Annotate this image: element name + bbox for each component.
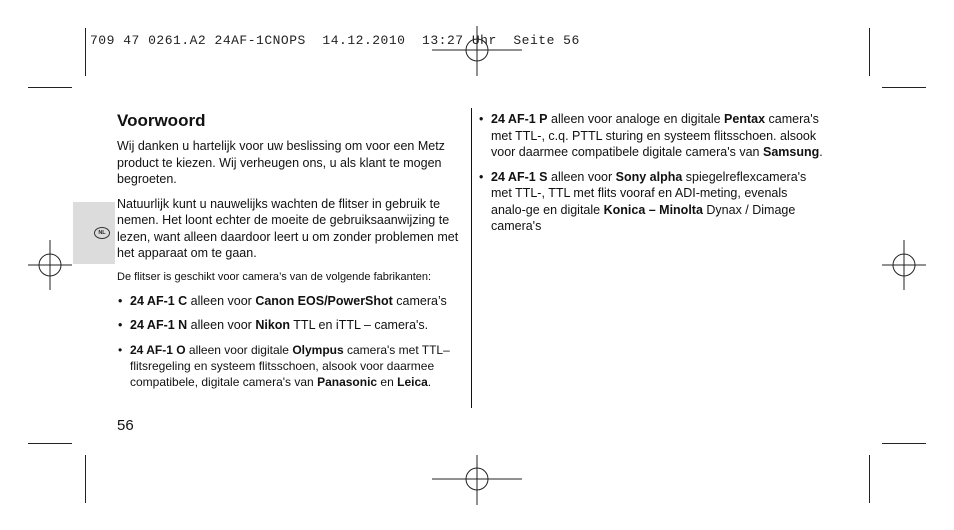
list-item-sony: • 24 AF-1 S alleen voor Sony alpha spiegelreflexcamera's met TTL-, TTL met flits vooraf en ADI-meting, evenals analo-ge en digitale Konica – Minolta Dynax / Dimage camera's — [478, 169, 823, 235]
usage-paragraph: Natuurlijk kunt u nauwelijks wachten de flitser in gebruik te nemen. Het loont echter de moeite de gebruiksaanwijzing te lezen, want alleen daardoor leert u om zonder problemen met het apparaat om te gaan. — [117, 196, 459, 260]
registration-mark-top — [432, 26, 522, 76]
language-badge: NL — [94, 227, 110, 239]
intro-paragraph: Wij danken u hartelijk voor uw beslissing om voor een Metz product te kiezen. Wij verheugen ons, u als klant te mogen begroeten. — [117, 139, 445, 186]
compatibility-intro: De flitser is geschikt voor camera’s van de volgende fabrikanten: — [117, 270, 432, 283]
crop-mark-bottom-left-h — [28, 443, 72, 444]
print-header: 709 47 0261.A2 24AF-1CNOPS 14.12.2010 13:27 Uhr Seite 56 — [90, 33, 580, 48]
bullet-list-left — [117, 293, 462, 390]
list-item-canon: • 24 AF-1 C alleen voor Canon EOS/PowerShot camera’s — [117, 293, 462, 310]
list-item-olympus: • 24 AF-1 O alleen voor digitale Olympus camera's met TTL–flitsregeling en systeem flitsschoen, alsook voor daarmee compatibele, digitale camera's van Panasonic en Leica. — [117, 342, 462, 390]
crop-mark-bottom-left-v — [85, 455, 86, 503]
crop-mark-bottom-right-v — [869, 455, 870, 503]
bullet-list-right — [478, 111, 823, 235]
crop-mark-top-left-h — [28, 87, 72, 88]
registration-mark-left — [28, 240, 72, 290]
left-column — [117, 138, 462, 398]
crop-mark-top-left-v — [85, 28, 86, 76]
list-item-pentax: • 24 AF-1 P alleen voor analoge en digitale Pentax camera's met TTL-, c.q. PTTL sturing en systeem flitsschoen. alsook voor daarmee compatibele digitale camera's van Samsung. — [478, 111, 823, 161]
list-item-nikon: • 24 AF-1 N alleen voor Nikon TTL en iTTL – camera's. — [117, 317, 462, 334]
column-divider — [471, 108, 472, 408]
registration-mark-right — [882, 240, 926, 290]
registration-mark-bottom — [432, 455, 522, 505]
crop-mark-bottom-right-h — [882, 443, 926, 444]
language-tab — [73, 202, 115, 264]
crop-mark-top-right-v — [869, 28, 870, 76]
right-column — [478, 111, 823, 243]
page-title: Voorwoord — [117, 111, 206, 130]
crop-mark-top-right-h — [882, 87, 926, 88]
page-number: 56 — [117, 417, 134, 434]
